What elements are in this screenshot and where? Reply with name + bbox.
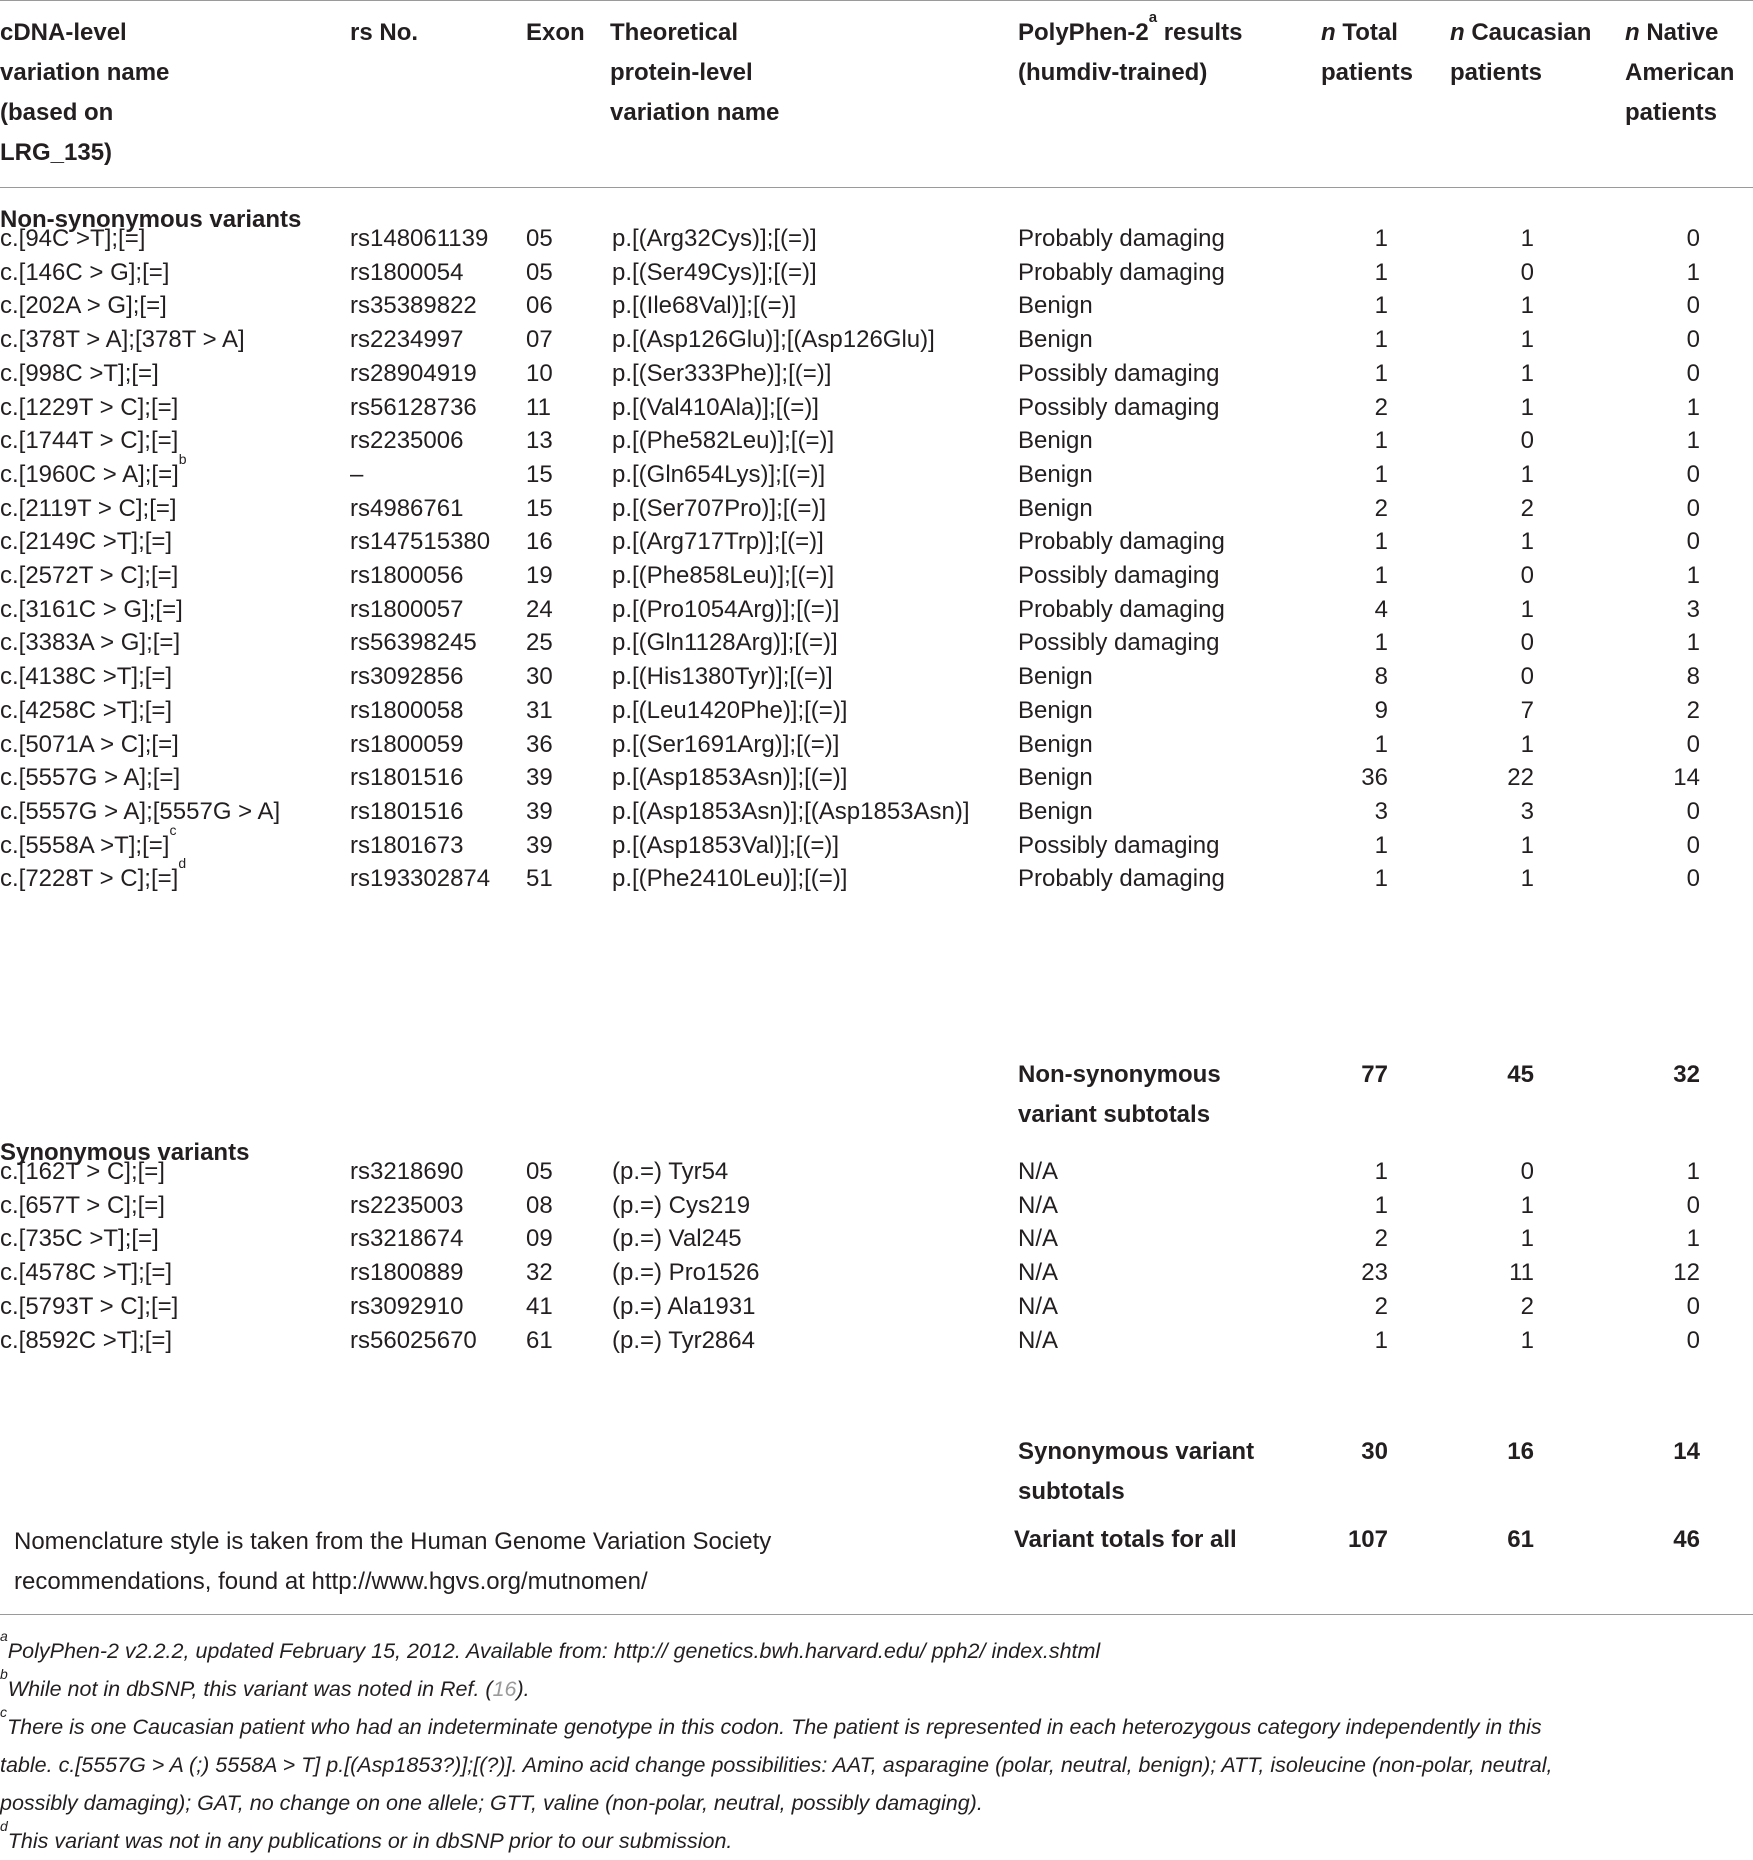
cell-polyphen: Possibly damaging bbox=[1018, 562, 1220, 589]
cell-total: 1 bbox=[1374, 865, 1388, 893]
cell-rs: rs193302874 bbox=[350, 865, 491, 893]
cell-exon: 39 bbox=[526, 831, 553, 859]
cell-polyphen: Benign bbox=[1018, 427, 1093, 455]
cell-protein: p.[(Leu1420Phe)];[(=)] bbox=[612, 696, 848, 724]
header-exon: Exon bbox=[526, 19, 585, 46]
cell-protein: p.[(Ser333Phe)];[(=)] bbox=[612, 359, 832, 387]
cell-exon: 25 bbox=[526, 629, 553, 657]
cell-total: 1 bbox=[1374, 1191, 1388, 1219]
cell-protein: p.[(Phe2410Leu)];[(=)] bbox=[612, 865, 848, 893]
cell-exon: 08 bbox=[526, 1191, 553, 1219]
cell-caucasian: 11 bbox=[1509, 1259, 1534, 1287]
cell-protein: p.[(Arg717Trp)];[(=)] bbox=[612, 528, 824, 556]
cell-total: 1 bbox=[1374, 1158, 1388, 1185]
cell-exon: 15 bbox=[526, 460, 553, 488]
cell-exon: 31 bbox=[526, 696, 553, 724]
cell-rs: rs56128736 bbox=[350, 393, 477, 421]
cell-polyphen: Benign bbox=[1018, 663, 1093, 691]
cell-native: 0 bbox=[1686, 1292, 1700, 1320]
cell-exon: 15 bbox=[526, 494, 553, 522]
footnote-b-mark: b bbox=[0, 1665, 8, 1682]
cell-total: 2 bbox=[1374, 494, 1388, 522]
cell-caucasian: 0 bbox=[1520, 427, 1534, 455]
cell-total: 1 bbox=[1374, 326, 1388, 354]
cell-native: 0 bbox=[1686, 797, 1700, 825]
cell-caucasian: 1 bbox=[1520, 1326, 1534, 1354]
cell-cdna-text: c.[202A > G];[=] bbox=[0, 292, 167, 320]
cell-caucasian: 1 bbox=[1520, 460, 1534, 488]
cell-protein: p.[(Phe858Leu)];[(=)] bbox=[612, 562, 835, 589]
totals-caucasian: 61 bbox=[1507, 1526, 1534, 1553]
footnote-d-mark: d bbox=[0, 1817, 8, 1834]
cell-exon: 07 bbox=[526, 326, 553, 354]
cell-native: 0 bbox=[1686, 730, 1700, 758]
nonsyn-subtotal-native: 32 bbox=[1673, 1061, 1700, 1088]
header-caucasian-n: n bbox=[1450, 19, 1465, 46]
cell-protein: p.[(Gln1128Arg)];[(=)] bbox=[612, 629, 838, 657]
cell-rs: rs1800056 bbox=[350, 562, 464, 589]
cell-caucasian: 0 bbox=[1520, 629, 1534, 657]
cell-native: 3 bbox=[1686, 595, 1700, 623]
cell-protein: p.[(Ser1691Arg)];[(=)] bbox=[612, 730, 840, 758]
syn-subtotal-native: 14 bbox=[1673, 1438, 1700, 1465]
cell-polyphen: N/A bbox=[1018, 1191, 1059, 1219]
cell-native: 0 bbox=[1686, 831, 1700, 859]
cell-total: 2 bbox=[1374, 1292, 1388, 1320]
cell-cdna-text: c.[1960C > A];[=] bbox=[0, 460, 179, 488]
cell-caucasian: 1 bbox=[1520, 1191, 1534, 1219]
header-native-n: n bbox=[1625, 19, 1640, 46]
cell-polyphen: Benign bbox=[1018, 730, 1093, 758]
cell-cdna bbox=[0, 855, 187, 899]
table-bottom-rule bbox=[0, 1614, 1753, 1615]
cell-protein: p.[(Val410Ala)];[(=)] bbox=[612, 393, 819, 421]
cell-cdna-text: c.[2572T > C];[=] bbox=[0, 562, 179, 589]
cell-cdna-text: c.[657T > C];[=] bbox=[0, 1191, 165, 1219]
cell-cdna-text: c.[5558A >T];[=] bbox=[0, 831, 170, 859]
cell-exon: 19 bbox=[526, 562, 553, 589]
header-rs: rs No. bbox=[350, 19, 419, 46]
cell-total: 23 bbox=[1361, 1259, 1388, 1287]
cell-native: 1 bbox=[1686, 562, 1700, 589]
footnote-c-text1: There is one Caucasian patient who had an indeterminate genotype in this codon. The patient is represented in each heterozygous category independently in this bbox=[7, 1715, 1542, 1739]
cell-cdna-text: c.[5793T > C];[=] bbox=[0, 1292, 179, 1320]
cell-cdna-text: c.[94C >T];[=] bbox=[0, 225, 146, 252]
cell-native: 0 bbox=[1686, 1191, 1700, 1219]
cell-protein: p.[(Asp1853Asn)];[(Asp1853Asn)] bbox=[612, 797, 970, 825]
cell-rs: rs1800054 bbox=[350, 258, 464, 286]
cell-cdna bbox=[0, 1321, 172, 1361]
cell-native: 1 bbox=[1686, 629, 1700, 657]
header-native-rest: Native American patients bbox=[1625, 19, 1735, 126]
cell-total: 2 bbox=[1374, 1225, 1388, 1253]
cell-rs: rs148061139 bbox=[350, 225, 489, 252]
nonsyn-subtotal-caucasian: 45 bbox=[1507, 1061, 1534, 1088]
cell-caucasian: 1 bbox=[1520, 292, 1534, 320]
cell-caucasian: 2 bbox=[1520, 494, 1534, 522]
cell-native: 0 bbox=[1686, 1326, 1700, 1354]
cell-caucasian: 0 bbox=[1520, 258, 1534, 286]
cell-rs: rs2235006 bbox=[350, 427, 464, 455]
cell-caucasian: 1 bbox=[1520, 831, 1534, 859]
footnote-c-line1 bbox=[0, 1703, 1753, 1746]
footnote-c-mark: c bbox=[0, 1703, 7, 1720]
cell-protein: p.[(Gln654Lys)];[(=)] bbox=[612, 460, 826, 488]
cell-rs: rs2235003 bbox=[350, 1191, 464, 1219]
cell-rs: rs1800059 bbox=[350, 730, 464, 758]
header-caucasian bbox=[1450, 13, 1591, 93]
cell-cdna-text: c.[4138C >T];[=] bbox=[0, 663, 173, 691]
cell-polyphen: Benign bbox=[1018, 797, 1093, 825]
cell-rs: – bbox=[350, 460, 364, 488]
cell-polyphen: Benign bbox=[1018, 292, 1093, 320]
cell-native: 1 bbox=[1686, 1158, 1700, 1185]
cell-total: 1 bbox=[1374, 292, 1388, 320]
cell-polyphen: Probably damaging bbox=[1018, 528, 1225, 556]
syn-subtotal-caucasian: 16 bbox=[1507, 1438, 1534, 1465]
cell-polyphen: N/A bbox=[1018, 1158, 1059, 1185]
cell-total: 1 bbox=[1374, 225, 1388, 252]
footnote-marker: d bbox=[178, 855, 187, 872]
cell-polyphen: Probably damaging bbox=[1018, 595, 1225, 623]
cell-caucasian: 1 bbox=[1520, 528, 1534, 556]
cell-exon: 05 bbox=[526, 1158, 553, 1185]
cell-rs: rs56025670 bbox=[350, 1326, 477, 1354]
cell-native: 2 bbox=[1686, 696, 1700, 724]
cell-polyphen: Possibly damaging bbox=[1018, 393, 1220, 421]
cell-native: 1 bbox=[1686, 427, 1700, 455]
cell-cdna-text: c.[1744T > C];[=] bbox=[0, 427, 179, 455]
header-polyphen-sup: a bbox=[1148, 9, 1158, 26]
cell-protein: (p.=) Cys219 bbox=[612, 1191, 751, 1219]
cell-total: 1 bbox=[1374, 359, 1388, 387]
cell-native: 14 bbox=[1673, 764, 1700, 792]
header-polyphen bbox=[1018, 9, 1243, 93]
cell-cdna-text: c.[378T > A];[378T > A] bbox=[0, 326, 245, 354]
cell-caucasian: 1 bbox=[1520, 595, 1534, 623]
syn-section-title: Synonymous variants bbox=[0, 1139, 250, 1166]
cell-cdna-text: c.[5071A > C];[=] bbox=[0, 730, 179, 758]
syn-subtotal-total: 30 bbox=[1361, 1438, 1388, 1465]
cell-cdna-text: c.[5557G > A];[5557G > A] bbox=[0, 797, 281, 825]
cell-rs: rs3218674 bbox=[350, 1225, 464, 1253]
cell-caucasian: 7 bbox=[1520, 696, 1534, 724]
cell-total: 4 bbox=[1374, 595, 1388, 623]
cell-native: 1 bbox=[1686, 393, 1700, 421]
cell-cdna-text: c.[5557G > A];[=] bbox=[0, 764, 181, 792]
cell-polyphen: Possibly damaging bbox=[1018, 831, 1220, 859]
cell-exon: 39 bbox=[526, 797, 553, 825]
cell-cdna-text: c.[3383A > G];[=] bbox=[0, 629, 181, 657]
cell-native: 0 bbox=[1686, 494, 1700, 522]
cell-total: 1 bbox=[1374, 427, 1388, 455]
cell-rs: rs56398245 bbox=[350, 629, 477, 657]
cell-total: 1 bbox=[1374, 528, 1388, 556]
cell-native: 0 bbox=[1686, 865, 1700, 893]
cell-rs: rs35389822 bbox=[350, 292, 477, 320]
header-bottom-rule bbox=[0, 187, 1753, 188]
cell-total: 1 bbox=[1374, 1326, 1388, 1354]
cell-cdna-text: c.[4578C >T];[=] bbox=[0, 1259, 173, 1287]
cell-exon: 32 bbox=[526, 1259, 553, 1287]
cell-polyphen: Possibly damaging bbox=[1018, 629, 1220, 657]
footnote-b-text-pre: While not in dbSNP, this variant was noted in Ref. ( bbox=[7, 1677, 493, 1701]
cell-exon: 39 bbox=[526, 764, 553, 792]
cell-caucasian: 1 bbox=[1520, 393, 1534, 421]
cell-total: 1 bbox=[1374, 629, 1388, 657]
cell-protein: p.[(Ser707Pro)];[(=)] bbox=[612, 494, 827, 522]
header-total bbox=[1321, 13, 1413, 93]
cell-polyphen: Benign bbox=[1018, 764, 1093, 792]
cell-cdna-text: c.[2119T > C];[=] bbox=[0, 494, 177, 522]
cell-polyphen: Probably damaging bbox=[1018, 225, 1225, 252]
cell-exon: 10 bbox=[526, 359, 553, 387]
cell-rs: rs147515380 bbox=[350, 528, 491, 556]
footnote-b bbox=[0, 1665, 1753, 1708]
header-total-n: n bbox=[1321, 19, 1336, 46]
cell-native: 1 bbox=[1686, 1225, 1700, 1253]
cell-protein: p.[(Ile68Val)];[(=)] bbox=[612, 292, 797, 320]
cell-total: 1 bbox=[1374, 258, 1388, 286]
cell-protein: (p.=) Val245 bbox=[612, 1225, 742, 1253]
syn-subtotal-label: Synonymous variant subtotals bbox=[1018, 1438, 1255, 1505]
header-polyphen-main: PolyPhen-2 bbox=[1018, 19, 1149, 46]
cell-exon: 51 bbox=[526, 865, 553, 893]
nonsyn-subtotal-total: 77 bbox=[1361, 1061, 1388, 1088]
cell-polyphen: N/A bbox=[1018, 1292, 1059, 1320]
cell-total: 1 bbox=[1374, 831, 1388, 859]
cell-protein: p.[(Asp1853Val)];[(=)] bbox=[612, 831, 839, 859]
cell-total: 1 bbox=[1374, 730, 1388, 758]
cell-caucasian: 1 bbox=[1520, 326, 1534, 354]
cell-native: 0 bbox=[1686, 528, 1700, 556]
cell-polyphen: Benign bbox=[1018, 696, 1093, 724]
cell-exon: 41 bbox=[526, 1292, 553, 1320]
cell-exon: 06 bbox=[526, 292, 553, 320]
cell-polyphen: Benign bbox=[1018, 326, 1093, 354]
cell-caucasian: 0 bbox=[1520, 1158, 1534, 1185]
cell-protein: (p.=) Ala1931 bbox=[612, 1292, 756, 1320]
cell-exon: 61 bbox=[526, 1326, 553, 1354]
cell-cdna-text: c.[735C >T];[=] bbox=[0, 1225, 159, 1253]
cell-protein: p.[(Pro1054Arg)];[(=)] bbox=[612, 595, 840, 623]
footnote-d-text: This variant was not in any publications or in dbSNP prior to our submission. bbox=[7, 1829, 733, 1853]
cell-native: 0 bbox=[1686, 460, 1700, 488]
cell-cdna-text: c.[1229T > C];[=] bbox=[0, 393, 179, 421]
cell-rs: rs4986761 bbox=[350, 494, 464, 522]
header-cdna: cDNA-level variation name (based on LRG_135) bbox=[0, 19, 170, 166]
footnote-a-text: PolyPhen-2 v2.2.2, updated February 15, 2012. Available from: http:// genetics.bwh.harvard.edu/ pph2/ index.shtml bbox=[7, 1639, 1101, 1663]
cell-rs: rs1801516 bbox=[350, 764, 464, 792]
cell-cdna-text: c.[146C > G];[=] bbox=[0, 258, 170, 286]
cell-cdna-text: c.[4258C >T];[=] bbox=[0, 696, 173, 724]
nonsyn-section-title: Non-synonymous variants bbox=[0, 206, 302, 233]
cell-caucasian: 1 bbox=[1520, 865, 1534, 893]
cell-rs: rs2234997 bbox=[350, 326, 464, 354]
cell-polyphen: N/A bbox=[1018, 1326, 1059, 1354]
cell-polyphen: N/A bbox=[1018, 1259, 1059, 1287]
cell-protein: p.[(Phe582Leu)];[(=)] bbox=[612, 427, 835, 455]
cell-native: 12 bbox=[1673, 1259, 1700, 1287]
totals-label: Variant totals for all bbox=[1014, 1526, 1237, 1553]
cell-cdna-text: c.[7228T > C];[=] bbox=[0, 865, 179, 893]
footnote-c-line3: possibly damaging); GAT, no change on one allele; GTT, valine (non-polar, neutral, possibly damaging). bbox=[0, 1791, 983, 1815]
cell-total: 1 bbox=[1374, 460, 1388, 488]
cell-polyphen: Possibly damaging bbox=[1018, 359, 1220, 387]
totals-total: 107 bbox=[1347, 1526, 1388, 1553]
cell-cdna-text: c.[162T > C];[=] bbox=[0, 1158, 165, 1185]
totals-native: 46 bbox=[1673, 1526, 1700, 1553]
footnote-marker: b bbox=[178, 450, 187, 467]
cell-exon: 09 bbox=[526, 1225, 553, 1253]
cell-caucasian: 1 bbox=[1520, 225, 1534, 252]
cell-protein: (p.=) Tyr54 bbox=[612, 1158, 729, 1185]
header-polyphen-rest: results (humdiv-trained) bbox=[1018, 19, 1243, 86]
footnote-marker: c bbox=[169, 821, 177, 838]
cell-native: 0 bbox=[1686, 326, 1700, 354]
cell-polyphen: Benign bbox=[1018, 460, 1093, 488]
cell-caucasian: 0 bbox=[1520, 663, 1534, 691]
cell-protein: p.[(Asp1853Asn)];[(=)] bbox=[612, 764, 848, 792]
table-row bbox=[0, 1321, 1753, 1361]
cell-protein: p.[(Arg32Cys)];[(=)] bbox=[612, 225, 817, 252]
cell-total: 8 bbox=[1374, 663, 1388, 691]
footnote-c-line2: table. c.[5557G > A (;) 5558A > T] p.[(Asp1853?)];[(?)]. Amino acid change possibilities: AAT, asparagine (polar, neutral, benign); ATT, isoleucine (non-polar, neutral, bbox=[0, 1753, 1553, 1777]
footnote-d bbox=[0, 1817, 1753, 1860]
cell-exon: 05 bbox=[526, 225, 553, 252]
cell-protein: p.[(Ser49Cys)];[(=)] bbox=[612, 258, 817, 286]
cell-rs: rs1801673 bbox=[350, 831, 464, 859]
cell-rs: rs28904919 bbox=[350, 359, 477, 387]
footnote-a-mark: a bbox=[0, 1627, 8, 1644]
cell-protein: (p.=) Tyr2864 bbox=[612, 1326, 755, 1354]
cell-polyphen: Probably damaging bbox=[1018, 258, 1225, 286]
cell-caucasian: 3 bbox=[1520, 797, 1534, 825]
cell-total: 9 bbox=[1374, 696, 1388, 724]
footnote-b-text-post: ). bbox=[516, 1677, 530, 1701]
cell-rs: rs3092910 bbox=[350, 1292, 464, 1320]
cell-exon: 30 bbox=[526, 663, 553, 691]
table-top-rule bbox=[0, 0, 1753, 1]
cell-exon: 16 bbox=[526, 528, 553, 556]
cell-total: 36 bbox=[1361, 764, 1388, 792]
header-total-rest: Total patients bbox=[1321, 19, 1414, 86]
cell-polyphen: Benign bbox=[1018, 494, 1093, 522]
cell-protein: p.[(Asp126Glu)];[(Asp126Glu)] bbox=[612, 326, 935, 354]
footnote-b-ref-link[interactable]: 16 bbox=[492, 1677, 517, 1701]
cell-protein: (p.=) Pro1526 bbox=[612, 1259, 760, 1287]
cell-native: 0 bbox=[1686, 292, 1700, 320]
cell-exon: 11 bbox=[526, 393, 551, 421]
cell-total: 3 bbox=[1374, 797, 1388, 825]
cell-rs: rs3218690 bbox=[350, 1158, 464, 1185]
cell-caucasian: 2 bbox=[1520, 1292, 1534, 1320]
cell-rs: rs1800889 bbox=[350, 1259, 464, 1287]
footnote-a bbox=[0, 1627, 1753, 1670]
cell-total: 2 bbox=[1374, 393, 1388, 421]
cell-native: 0 bbox=[1686, 225, 1700, 252]
cell-caucasian: 1 bbox=[1520, 730, 1534, 758]
cell-caucasian: 22 bbox=[1507, 764, 1534, 792]
cell-rs: rs3092856 bbox=[350, 663, 464, 691]
cell-native: 0 bbox=[1686, 359, 1700, 387]
nomenclature-note: Nomenclature style is taken from the Human Genome Variation Society recommendations, found at http://www.hgvs.org/mutnomen/ bbox=[14, 1528, 772, 1595]
cell-caucasian: 0 bbox=[1520, 562, 1534, 589]
cell-caucasian: 1 bbox=[1520, 1225, 1534, 1253]
cell-cdna-text: c.[998C >T];[=] bbox=[0, 359, 159, 387]
cell-caucasian: 1 bbox=[1520, 359, 1534, 387]
cell-total: 1 bbox=[1374, 562, 1388, 589]
cell-polyphen: N/A bbox=[1018, 1225, 1059, 1253]
cell-exon: 05 bbox=[526, 258, 553, 286]
cell-rs: rs1800058 bbox=[350, 696, 464, 724]
cell-exon: 24 bbox=[526, 595, 553, 623]
cell-cdna-text: c.[3161C > G];[=] bbox=[0, 595, 183, 623]
table-row bbox=[0, 855, 1753, 899]
cell-rs: rs1800057 bbox=[350, 595, 464, 623]
cell-cdna-text: c.[8592C >T];[=] bbox=[0, 1326, 173, 1354]
cell-exon: 13 bbox=[526, 427, 553, 455]
cell-exon: 36 bbox=[526, 730, 553, 758]
header-protein: Theoretical protein-level variation name bbox=[610, 19, 780, 126]
cell-protein: p.[(His1380Tyr)];[(=)] bbox=[612, 663, 833, 691]
cell-native: 1 bbox=[1686, 258, 1700, 286]
cell-native: 8 bbox=[1686, 663, 1700, 691]
cell-rs: rs1801516 bbox=[350, 797, 464, 825]
nonsyn-subtotal-label: Non-synonymous variant subtotals bbox=[1018, 1061, 1221, 1128]
header-caucasian-rest: Caucasian patients bbox=[1450, 19, 1592, 86]
cell-cdna-text: c.[2149C >T];[=] bbox=[0, 528, 173, 556]
header-native bbox=[1625, 13, 1734, 133]
cell-polyphen: Probably damaging bbox=[1018, 865, 1225, 893]
